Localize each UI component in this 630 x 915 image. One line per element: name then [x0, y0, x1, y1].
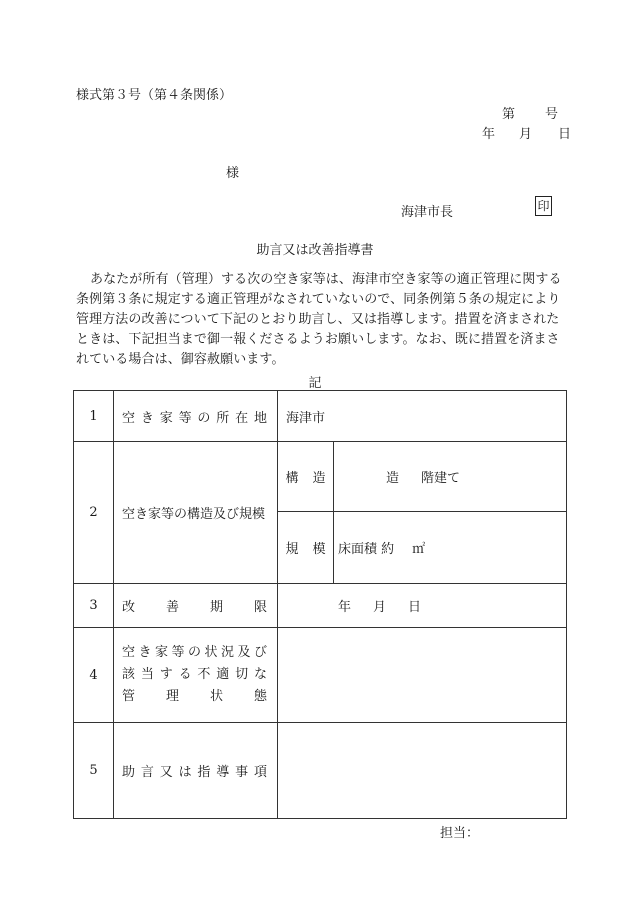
recipient-suffix: 様 [226, 166, 240, 181]
ki-marker: 記 [308, 376, 322, 391]
body-paragraph: あなたが所有（管理）する次の空き家等は、海津市空き家等の適正管理に関する条例第３条に規定する適正管理がなされていないので、同条例第５条の規定により管理方法の改善について下記のとおり助言し、又は指導します。措置を済まされたときは、下記担当まで御一報くださるようお願いします。なお、既に措置を済まされている場合は、御容赦願います。 [76, 272, 562, 367]
structure-floors: 階建て [421, 471, 461, 486]
contact-label: 担当： [440, 826, 480, 841]
table-row [74, 391, 567, 442]
document-number [502, 103, 558, 122]
structure-label: 構造 [278, 442, 334, 512]
floor-area-label: 床面積 約 [338, 542, 395, 557]
deadline-month: 月 [373, 600, 387, 615]
location-value: 海津市 [278, 391, 567, 442]
scale-label: 規模 [278, 512, 334, 584]
date-day: 日 [558, 127, 572, 142]
structure-type: 造 [386, 471, 400, 486]
table-row [74, 442, 567, 512]
row-number: 1 [74, 391, 114, 442]
row-label-deadline: 改善期限 [114, 584, 278, 628]
table-row [74, 584, 567, 628]
document-title: 助言又は改善指導書 [256, 243, 374, 258]
deadline-year: 年 [338, 600, 352, 615]
floor-area-unit: ㎡ [412, 542, 426, 557]
seal-mark: 印 [535, 196, 552, 216]
row-number: 2 [74, 442, 114, 584]
row-label-condition [114, 628, 278, 723]
row-label-location: 空き家等の所在地 [114, 391, 278, 442]
form-number: 様式第３号（第４条関係） [76, 88, 233, 103]
row-number: 4 [74, 628, 114, 723]
detail-table [73, 390, 567, 819]
date-month: 月 [519, 127, 533, 142]
document-date [482, 123, 571, 142]
deadline-value [278, 584, 567, 628]
number-prefix: 第 [502, 107, 516, 122]
row-number: 5 [74, 723, 114, 819]
table-row [74, 628, 567, 723]
row-number: 3 [74, 584, 114, 628]
date-year: 年 [482, 127, 496, 142]
row-label-guidance: 助言又は指導事項 [114, 723, 278, 819]
condition-label-line: 該当する不適切な [122, 667, 267, 682]
deadline-day: 日 [408, 600, 422, 615]
issuer-name: 海津市長 [401, 205, 454, 220]
guidance-value [278, 723, 567, 819]
condition-label-line: 管理状態 [122, 689, 267, 704]
number-suffix: 号 [545, 107, 559, 122]
structure-value [334, 442, 567, 512]
row-label-structure-scale: 空き家等の構造及び規模 [114, 442, 278, 584]
condition-label-line: 空き家等の状況及び [122, 645, 267, 660]
scale-value [334, 512, 567, 584]
table-row [74, 723, 567, 819]
condition-value [278, 628, 567, 723]
